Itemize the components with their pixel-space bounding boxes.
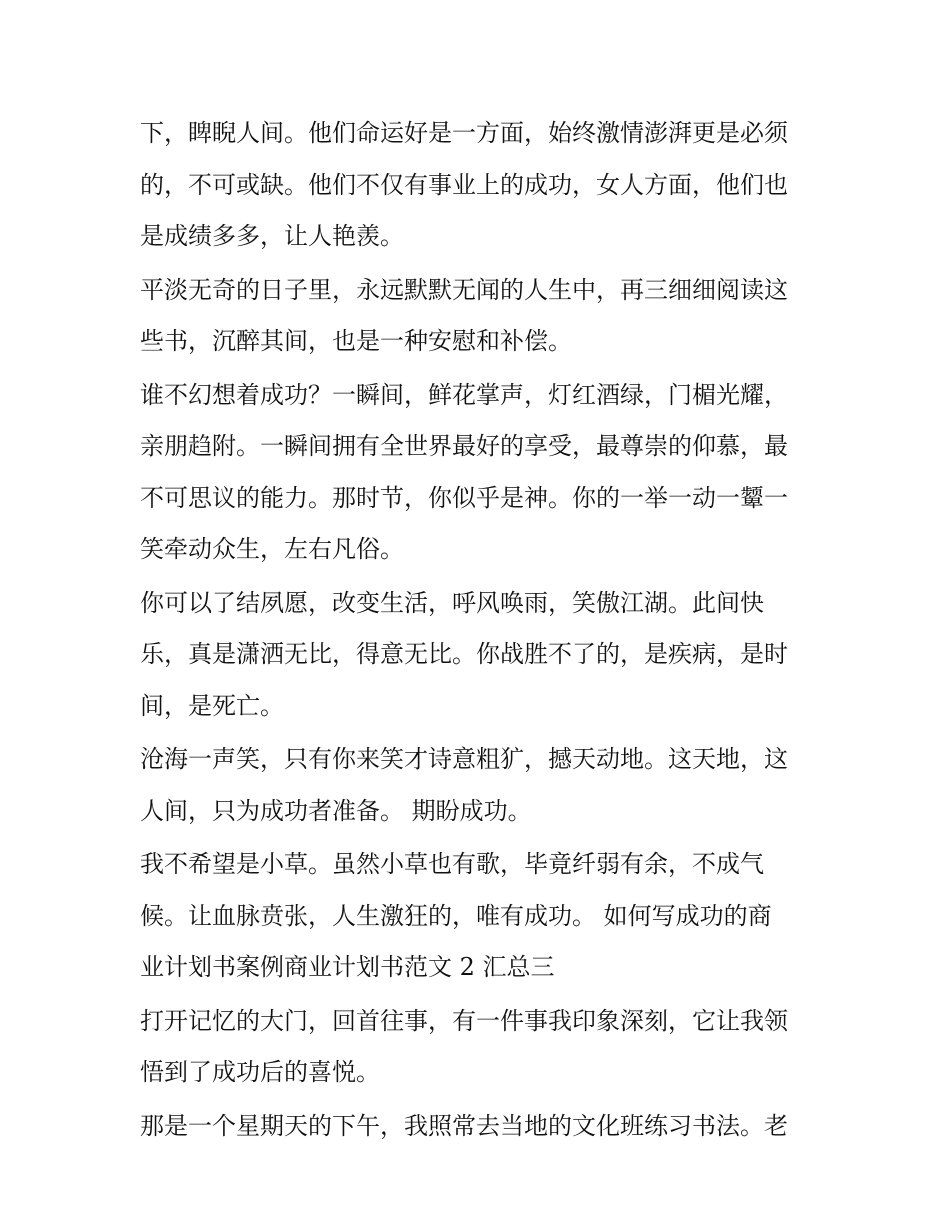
- text-line: 业计划书案例商业计划书范文 2 汇总三: [140, 953, 555, 981]
- paragraph: [140, 265, 820, 368]
- paragraph: [140, 734, 820, 837]
- text-line: 些书，沉醉其间，也是一种安慰和补偿。: [140, 327, 572, 355]
- text-line: 悟到了成功后的喜悦。: [140, 1058, 380, 1086]
- text-line: 的，不可或缺。他们不仅有事业上的成功，女人方面，他们也: [140, 170, 788, 199]
- paragraph: [140, 1101, 820, 1153]
- text-line: 亲朋趋附。一瞬间拥有全世界最好的享受，最尊崇的仰慕，最: [140, 432, 788, 460]
- text-line: 谁不幻想着成功？一瞬间，鲜花掌声，灯红酒绿，门楣光耀，: [140, 380, 788, 409]
- text-line: 你可以了结夙愿，改变生活，呼风唤雨，笑傲江湖。此间快: [140, 588, 764, 617]
- text-line: 笑牵动众生，左右凡俗。: [140, 535, 404, 563]
- text-line: 人间，只为成功者准备。 期盼成功。: [140, 796, 532, 825]
- text-line: 候。让血脉贲张，人生激狂的，唯有成功。 如何写成功的商: [140, 901, 772, 930]
- text-line: 那是一个星期天的下午，我照常去当地的文化班练习书法。老: [140, 1111, 788, 1140]
- text-line: 平淡无奇的日子里，永远默默无闻的人生中，再三细细阅读这: [140, 275, 788, 304]
- paragraph: [140, 839, 820, 994]
- paragraph: [140, 108, 820, 263]
- text-line: 我不希望是小草。虽然小草也有歌，毕竟纤弱有余，不成气: [140, 850, 764, 878]
- text-line: 乐，真是潇洒无比，得意无比。你战胜不了的，是疾病，是时: [140, 640, 788, 668]
- paragraph: [140, 996, 820, 1099]
- text-line: 不可思议的能力。那时节，你似乎是神。你的一举一动一颦一: [140, 483, 788, 512]
- paragraph: [140, 578, 820, 733]
- text-line: 间，是死亡。: [140, 691, 284, 720]
- text-line: 打开记忆的大门，回首往事，有一件事我印象深刻，它让我领: [140, 1006, 788, 1035]
- paragraph: [140, 370, 820, 576]
- document-body: [140, 108, 820, 1154]
- text-line: 下，睥睨人间。他们命运好是一方面，始终激情澎湃更是必须: [140, 119, 788, 147]
- text-line: 沧海一声笑，只有你来笑才诗意粗犷，撼天动地。这天地，这: [140, 745, 788, 773]
- text-line: 是成绩多多，让人艳羡。: [140, 222, 404, 250]
